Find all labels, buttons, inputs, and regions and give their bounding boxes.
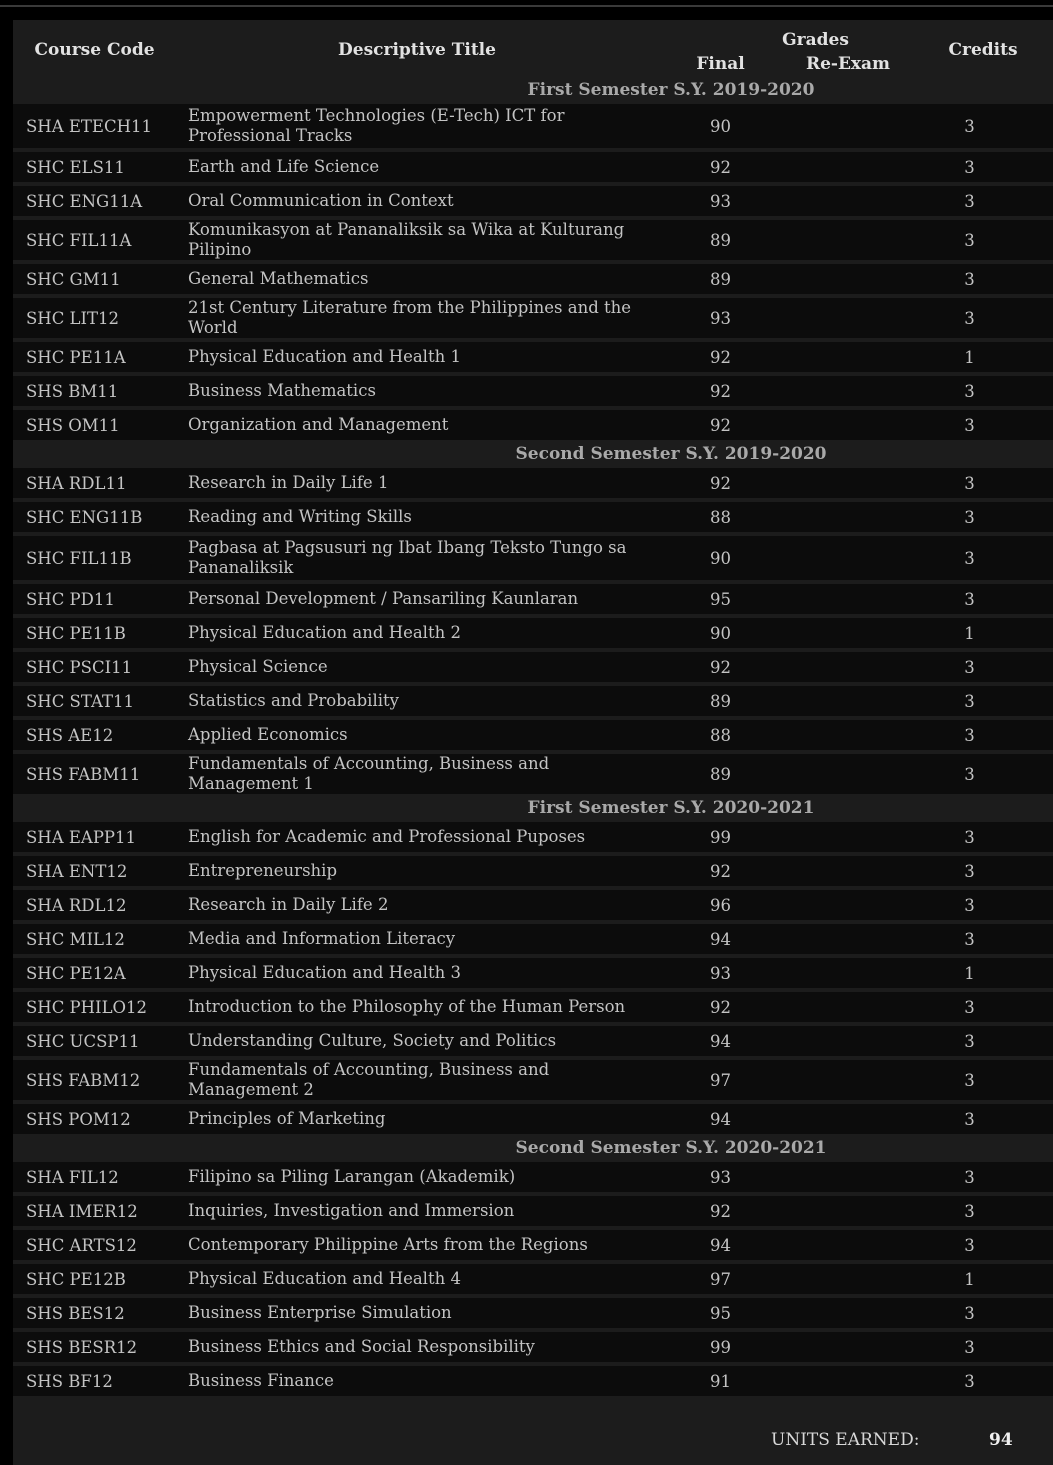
re-exam-cell: [783, 992, 913, 1022]
credits-cell: 3: [913, 1026, 1053, 1056]
re-exam-cell: [783, 1332, 913, 1362]
semester-heading-cell: [13, 798, 1053, 818]
table-row: [13, 584, 1053, 614]
course-title-cell: Understanding Culture, Society and Politics: [176, 1026, 658, 1056]
table-row: [13, 220, 1053, 260]
table-row: [13, 410, 1053, 440]
final-grade-cell: 88: [658, 720, 783, 750]
course-code-cell: SHC ENG11B: [13, 502, 176, 532]
semester-heading-row: [13, 1138, 1053, 1158]
credits-cell: 3: [913, 186, 1053, 216]
final-grade-cell: 90: [658, 536, 783, 580]
course-title-cell: Media and Information Literacy: [176, 924, 658, 954]
re-exam-cell: [783, 220, 913, 260]
credits-cell: 1: [913, 958, 1053, 988]
table-row: [13, 1366, 1053, 1396]
table-row: [13, 342, 1053, 372]
re-exam-cell: [783, 1298, 913, 1328]
re-exam-cell: [783, 1196, 913, 1226]
final-grade-cell: 94: [658, 1026, 783, 1056]
course-title-cell: Personal Development / Pansariling Kaunlaran: [176, 584, 658, 614]
credits-cell: 3: [913, 536, 1053, 580]
re-exam-cell: [783, 502, 913, 532]
credits-cell: 3: [913, 1060, 1053, 1100]
credits-cell: 3: [913, 298, 1053, 338]
credits-cell: 3: [913, 468, 1053, 498]
table-row: [13, 652, 1053, 682]
course-code-cell: SHC STAT11: [13, 686, 176, 716]
course-title-cell: Research in Daily Life 2: [176, 890, 658, 920]
table-row: [13, 1026, 1053, 1056]
table-row: [13, 502, 1053, 532]
credits-cell: 1: [913, 618, 1053, 648]
course-code-cell: SHC PE11A: [13, 342, 176, 372]
credits-cell: 3: [913, 152, 1053, 182]
final-grade-cell: 92: [658, 376, 783, 406]
header-final: Final: [696, 54, 745, 74]
course-title-cell: Entrepreneurship: [176, 856, 658, 886]
credits-cell: 3: [913, 502, 1053, 532]
course-code-cell: SHC PHILO12: [13, 992, 176, 1022]
final-grade-cell: 92: [658, 856, 783, 886]
credits-cell: 3: [913, 1196, 1053, 1226]
credits-cell: 1: [913, 1264, 1053, 1294]
re-exam-cell: [783, 1230, 913, 1260]
table-row: [13, 376, 1053, 406]
semester-heading-cell: [13, 444, 1053, 464]
final-grade-cell: 97: [658, 1264, 783, 1294]
re-exam-cell: [783, 410, 913, 440]
re-exam-cell: [783, 958, 913, 988]
course-code-cell: SHC PSCI11: [13, 652, 176, 682]
course-title-cell: Fundamentals of Accounting, Business and Management 1: [176, 754, 658, 794]
course-title-cell: Business Enterprise Simulation: [176, 1298, 658, 1328]
course-title-cell: Komunikasyon at Pananaliksik sa Wika at Kulturang Pilipino: [176, 220, 658, 260]
course-title-cell: Business Ethics and Social Responsibility: [176, 1332, 658, 1362]
credits-cell: 3: [913, 410, 1053, 440]
table-row: [13, 890, 1053, 920]
credits-cell: 3: [913, 584, 1053, 614]
top-divider: [0, 5, 1053, 7]
course-code-cell: SHC GM11: [13, 264, 176, 294]
credits-cell: 3: [913, 686, 1053, 716]
re-exam-cell: [783, 720, 913, 750]
final-grade-cell: 92: [658, 652, 783, 682]
credits-cell: 3: [913, 1298, 1053, 1328]
credits-cell: 3: [913, 992, 1053, 1022]
final-grade-cell: 94: [658, 924, 783, 954]
course-title-cell: Physical Education and Health 3: [176, 958, 658, 988]
table-row: [13, 822, 1053, 852]
semester-title: Second Semester S.Y. 2019-2020: [515, 444, 827, 464]
final-grade-cell: 99: [658, 822, 783, 852]
course-title-cell: Physical Science: [176, 652, 658, 682]
grades-table: [13, 20, 1053, 1400]
course-title-cell: Oral Communication in Context: [176, 186, 658, 216]
re-exam-cell: [783, 536, 913, 580]
re-exam-cell: [783, 686, 913, 716]
credits-cell: 3: [913, 754, 1053, 794]
course-code-cell: SHS FABM11: [13, 754, 176, 794]
re-exam-cell: [783, 298, 913, 338]
table-row: [13, 924, 1053, 954]
semester-heading-row: [13, 444, 1053, 464]
credits-cell: 3: [913, 1104, 1053, 1134]
table-row: [13, 298, 1053, 338]
re-exam-cell: [783, 856, 913, 886]
re-exam-cell: [783, 1104, 913, 1134]
credits-cell: 3: [913, 1162, 1053, 1192]
table-row: [13, 152, 1053, 182]
course-code-cell: SHC PE11B: [13, 618, 176, 648]
re-exam-cell: [783, 186, 913, 216]
credits-cell: 3: [913, 1332, 1053, 1362]
table-row: [13, 468, 1053, 498]
re-exam-cell: [783, 376, 913, 406]
final-grade-cell: 97: [658, 1060, 783, 1100]
course-code-cell: SHS AE12: [13, 720, 176, 750]
course-code-cell: SHC ENG11A: [13, 186, 176, 216]
re-exam-cell: [783, 890, 913, 920]
table-row: [13, 1298, 1053, 1328]
re-exam-cell: [783, 342, 913, 372]
course-code-cell: SHC PE12B: [13, 1264, 176, 1294]
table-row: [13, 264, 1053, 294]
final-grade-cell: 92: [658, 1196, 783, 1226]
credits-cell: 3: [913, 720, 1053, 750]
header-credits: Credits: [948, 40, 1018, 60]
course-code-cell: SHC LIT12: [13, 298, 176, 338]
final-grade-cell: 89: [658, 220, 783, 260]
course-title-cell: General Mathematics: [176, 264, 658, 294]
course-code-cell: SHC ELS11: [13, 152, 176, 182]
course-code-cell: SHC MIL12: [13, 924, 176, 954]
re-exam-cell: [783, 1060, 913, 1100]
course-code-cell: SHC ARTS12: [13, 1230, 176, 1260]
course-title-cell: Contemporary Philippine Arts from the Regions: [176, 1230, 658, 1260]
credits-cell: 3: [913, 856, 1053, 886]
final-grade-cell: 99: [658, 1332, 783, 1362]
re-exam-cell: [783, 1366, 913, 1396]
final-grade-cell: 93: [658, 298, 783, 338]
table-row: [13, 958, 1053, 988]
course-code-cell: SHS POM12: [13, 1104, 176, 1134]
table-row: [13, 754, 1053, 794]
course-code-cell: SHA FIL12: [13, 1162, 176, 1192]
course-code-cell: SHS BF12: [13, 1366, 176, 1396]
credits-cell: 1: [913, 342, 1053, 372]
course-code-cell: SHS BM11: [13, 376, 176, 406]
re-exam-cell: [783, 822, 913, 852]
re-exam-cell: [783, 1162, 913, 1192]
credits-cell: 3: [913, 924, 1053, 954]
course-title-cell: Physical Education and Health 1: [176, 342, 658, 372]
table-body: [13, 80, 1053, 1396]
final-grade-cell: 91: [658, 1366, 783, 1396]
final-grade-cell: 89: [658, 686, 783, 716]
course-code-cell: SHC FIL11B: [13, 536, 176, 580]
course-title-cell: Empowerment Technologies (E-Tech) ICT for Professional Tracks: [176, 104, 658, 148]
final-grade-cell: 89: [658, 754, 783, 794]
course-title-cell: Pagbasa at Pagsusuri ng Ibat Ibang Teksto Tungo sa Pananaliksik: [176, 536, 658, 580]
course-title-cell: Applied Economics: [176, 720, 658, 750]
semester-title: First Semester S.Y. 2020-2021: [527, 798, 815, 818]
course-code-cell: SHC FIL11A: [13, 220, 176, 260]
course-code-cell: SHS BESR12: [13, 1332, 176, 1362]
course-code-cell: SHC PE12A: [13, 958, 176, 988]
semester-heading-cell: [13, 1138, 1053, 1158]
course-title-cell: Inquiries, Investigation and Immersion: [176, 1196, 658, 1226]
final-grade-cell: 92: [658, 410, 783, 440]
course-title-cell: Fundamentals of Accounting, Business and Management 2: [176, 1060, 658, 1100]
header-course-code: Course Code: [34, 40, 155, 60]
re-exam-cell: [783, 264, 913, 294]
re-exam-cell: [783, 584, 913, 614]
final-grade-cell: 90: [658, 618, 783, 648]
credits-cell: 3: [913, 104, 1053, 148]
course-title-cell: Reading and Writing Skills: [176, 502, 658, 532]
semester-title: First Semester S.Y. 2019-2020: [527, 80, 815, 100]
credits-cell: 3: [913, 264, 1053, 294]
re-exam-cell: [783, 1264, 913, 1294]
table-row: [13, 536, 1053, 580]
final-grade-cell: 92: [658, 992, 783, 1022]
final-grade-cell: 93: [658, 1162, 783, 1192]
table-row: [13, 720, 1053, 750]
final-grade-cell: 94: [658, 1104, 783, 1134]
credits-cell: 3: [913, 652, 1053, 682]
course-code-cell: SHA ENT12: [13, 856, 176, 886]
course-title-cell: English for Academic and Professional Puposes: [176, 822, 658, 852]
semester-heading-cell: [13, 80, 1053, 100]
course-code-cell: SHA IMER12: [13, 1196, 176, 1226]
course-title-cell: Physical Education and Health 4: [176, 1264, 658, 1294]
credits-cell: 3: [913, 822, 1053, 852]
course-code-cell: SHS FABM12: [13, 1060, 176, 1100]
course-title-cell: 21st Century Literature from the Philippines and the World: [176, 298, 658, 338]
header-descriptive-title: Descriptive Title: [338, 40, 496, 60]
credits-cell: 3: [913, 890, 1053, 920]
semester-heading-row: [13, 80, 1053, 100]
table-row: [13, 104, 1053, 148]
course-title-cell: Physical Education and Health 2: [176, 618, 658, 648]
table-row: [13, 1230, 1053, 1260]
course-title-cell: Earth and Life Science: [176, 152, 658, 182]
header-grades: Grades: [782, 30, 849, 50]
table-row: [13, 1264, 1053, 1294]
final-grade-cell: 95: [658, 1298, 783, 1328]
table-row: [13, 1104, 1053, 1134]
header-re-exam: Re-Exam: [805, 54, 891, 74]
re-exam-cell: [783, 618, 913, 648]
final-grade-cell: 96: [658, 890, 783, 920]
course-title-cell: Organization and Management: [176, 410, 658, 440]
table-row: [13, 686, 1053, 716]
re-exam-cell: [783, 468, 913, 498]
table-row: [13, 186, 1053, 216]
course-title-cell: Business Finance: [176, 1366, 658, 1396]
course-title-cell: Statistics and Probability: [176, 686, 658, 716]
final-grade-cell: 88: [658, 502, 783, 532]
re-exam-cell: [783, 1026, 913, 1056]
final-grade-cell: 95: [658, 584, 783, 614]
final-grade-cell: 92: [658, 342, 783, 372]
units-earned-value: 94: [989, 1430, 1013, 1450]
semester-heading-row: [13, 798, 1053, 818]
course-title-cell: Introduction to the Philosophy of the Human Person: [176, 992, 658, 1022]
table-header: [13, 24, 1053, 76]
final-grade-cell: 93: [658, 186, 783, 216]
units-earned-label: UNITS EARNED:: [771, 1430, 920, 1450]
final-grade-cell: 94: [658, 1230, 783, 1260]
final-grade-cell: 89: [658, 264, 783, 294]
credits-cell: 3: [913, 1230, 1053, 1260]
re-exam-cell: [783, 754, 913, 794]
course-code-cell: SHC PD11: [13, 584, 176, 614]
course-title-cell: Research in Daily Life 1: [176, 468, 658, 498]
course-code-cell: SHC UCSP11: [13, 1026, 176, 1056]
course-code-cell: SHA ETECH11: [13, 104, 176, 148]
final-grade-cell: 92: [658, 152, 783, 182]
re-exam-cell: [783, 152, 913, 182]
final-grade-cell: 90: [658, 104, 783, 148]
semester-title: Second Semester S.Y. 2020-2021: [515, 1138, 827, 1158]
table-row: [13, 1196, 1053, 1226]
table-row: [13, 1162, 1053, 1192]
credits-cell: 3: [913, 376, 1053, 406]
table-row: [13, 856, 1053, 886]
table-row: [13, 992, 1053, 1022]
credits-cell: 3: [913, 220, 1053, 260]
course-code-cell: SHA RDL11: [13, 468, 176, 498]
re-exam-cell: [783, 924, 913, 954]
course-code-cell: SHA RDL12: [13, 890, 176, 920]
final-grade-cell: 93: [658, 958, 783, 988]
table-row: [13, 1332, 1053, 1362]
course-code-cell: SHS BES12: [13, 1298, 176, 1328]
re-exam-cell: [783, 652, 913, 682]
table-row: [13, 1060, 1053, 1100]
re-exam-cell: [783, 104, 913, 148]
credits-cell: 3: [913, 1366, 1053, 1396]
table-row: [13, 618, 1053, 648]
course-code-cell: SHA EAPP11: [13, 822, 176, 852]
course-title-cell: Principles of Marketing: [176, 1104, 658, 1134]
course-title-cell: Filipino sa Piling Larangan (Akademik): [176, 1162, 658, 1192]
course-code-cell: SHS OM11: [13, 410, 176, 440]
final-grade-cell: 92: [658, 468, 783, 498]
course-title-cell: Business Mathematics: [176, 376, 658, 406]
